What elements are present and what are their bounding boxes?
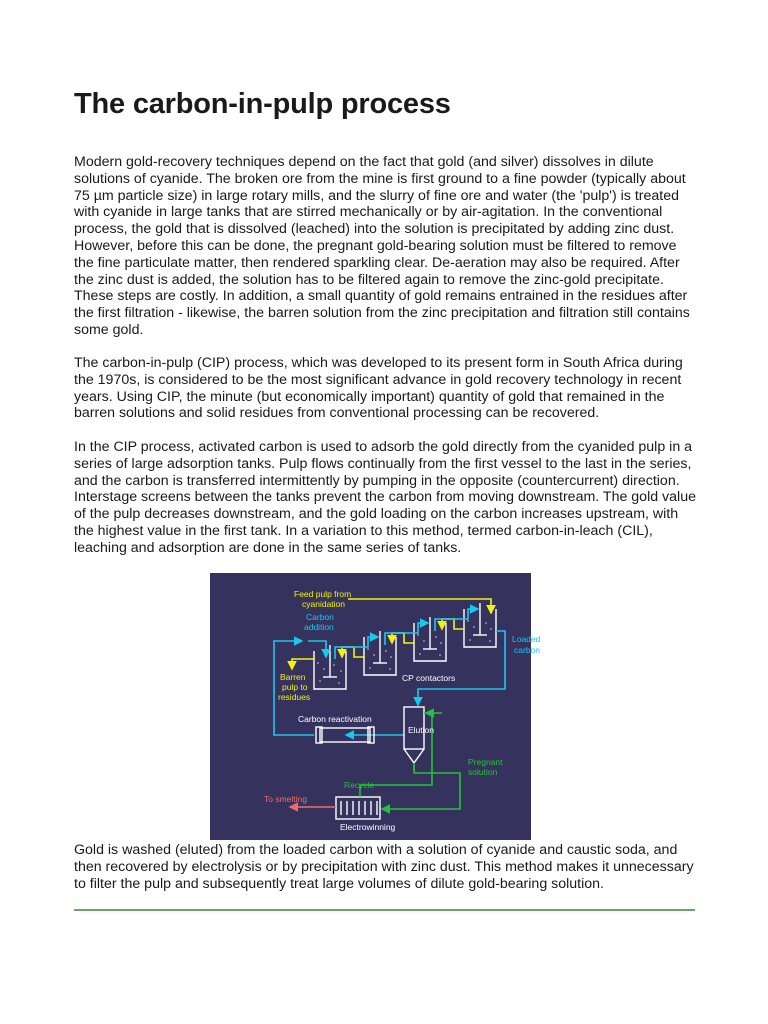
- label-loaded-1: Loaded: [512, 634, 541, 644]
- page-title: The carbon-in-pulp process: [74, 88, 451, 120]
- label-barren-2: pulp to: [282, 682, 308, 692]
- paragraph-elution: Gold is washed (eluted) from the loaded carbon with a solution of cyanide and caustic soda, and then recovered by electrolysis or by precipitation with zinc dust. This method makes it unnecessary to filter the pulp and subsequently treat large volumes of dilute gold-bearing solution.: [74, 842, 694, 892]
- label-smelting: To smelting: [264, 794, 307, 804]
- paragraph-cip-history: The carbon-in-pulp (CIP) process, which was developed to its present form in South Africa during the 1970s, is considered to be the most significant advance in gold recovery technology in recent years. Using CIP, the minute (but economically important) quantity of gold that remained in the barren solutions and solid residues from conventional processing can be recovered.: [74, 355, 683, 422]
- paragraph-intro: Modern gold-recovery techniques depend on the fact that gold (and silver) dissolves in dilute solutions of cyanide. The broken ore from the mine is first ground to a fine powder (typically about 75 µm particle size) in large rotary mills, and the slurry of fine ore and water (the 'pulp') is treated with cyanide in large tanks that are stirred mechanically or by air-agitation. In the conventional process, the gold that is dissolved (leached) into the solution is precipitated by adding zinc dust. However, before this can be done, the pregnant gold-bearing solution must be filtered to remove the fine particulate matter, then rendered sparkling clear. De-aeration may also be required. After the zinc dust is added, the solution has to be filtered again to remove the zinc-gold precipitate. These steps are costly. In addition, a small quantity of gold remains entrained in the residues after the first filtration - likewise, the barren solution from the zinc precipitation and filtration still contains some gold.: [74, 154, 690, 338]
- label-feed-2: cyanidation: [302, 599, 346, 609]
- label-feed-1: Feed pulp from: [294, 589, 352, 599]
- label-pregnant-2: solution: [468, 767, 498, 777]
- cip-flow-diagram: [210, 573, 541, 840]
- paragraph-cip-process: In the CIP process, activated carbon is used to adsorb the gold directly from the cyanided pulp in a series of large adsorption tanks. Pulp flows continually from the first vessel to the last in the series, and the carbon is transferred intermittently by pumping in the opposite (countercurrent) direction. Interstage screens between the tanks prevent the carbon from moving downstream. The gold value of the pulp decreases downstream, and the gold loading on the carbon increases upstream, with the highest value in the first tank. In a variation to this method, termed carbon-in-leach (CIL), leaching and adsorption are done in the same series of tanks.: [74, 439, 696, 556]
- electrowinning-cell: [336, 797, 380, 819]
- label-elution: Elution: [408, 725, 434, 735]
- elution-column-cone: [404, 749, 424, 763]
- label-pregnant-1: Pregnant: [468, 757, 503, 767]
- label-barren-1: Barren: [280, 672, 306, 682]
- label-recycle: Recycle: [344, 780, 375, 790]
- kiln-end-left: [316, 727, 322, 743]
- label-reactivation: Carbon reactivation: [298, 714, 372, 724]
- pulp-flow: [292, 599, 491, 669]
- label-barren-3: residues: [278, 692, 311, 702]
- label-carbon-2: addition: [304, 622, 334, 632]
- label-electrowinning: Electrowinning: [340, 822, 396, 832]
- label-loaded-2: carbon: [514, 645, 540, 655]
- label-contactors: CP contactors: [402, 673, 456, 683]
- cip-flow-diagram-svg: [210, 573, 541, 840]
- section-divider: [74, 909, 695, 911]
- label-carbon-1: Carbon: [306, 612, 334, 622]
